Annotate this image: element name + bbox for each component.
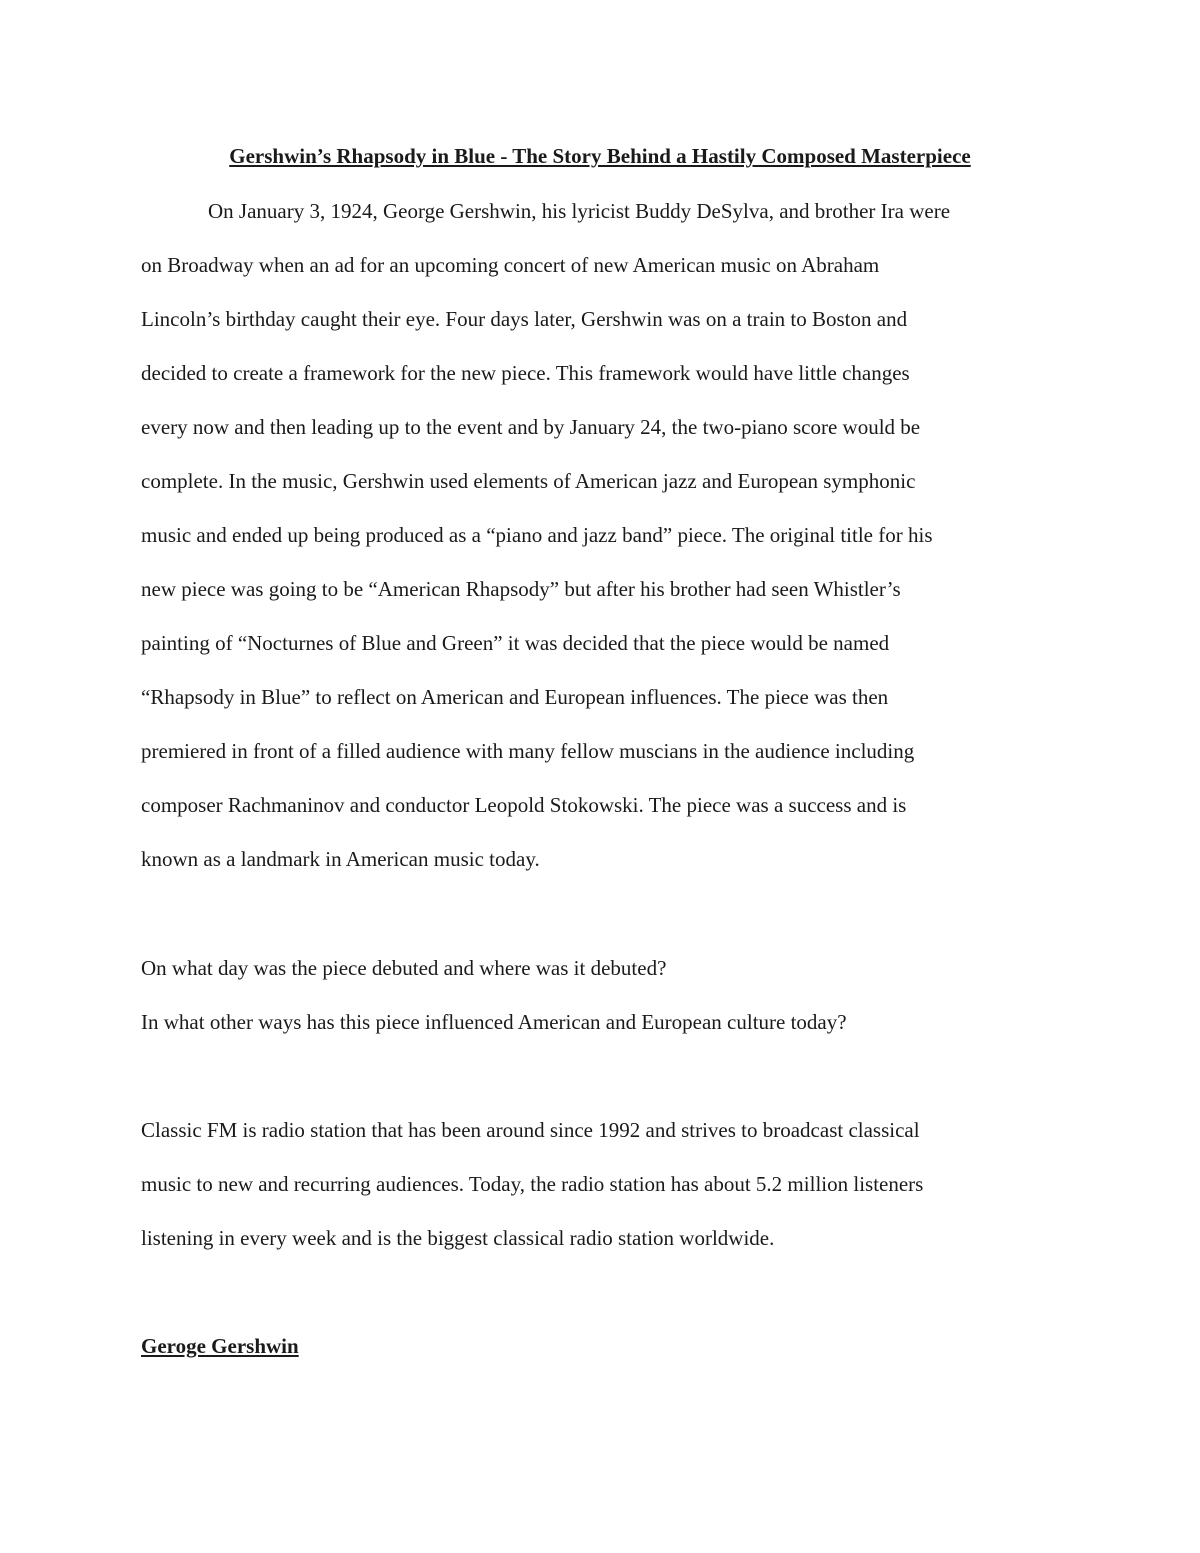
paragraph-gershwin-story xyxy=(141,196,1061,898)
document-title: Gershwin’s Rhapsody in Blue - The Story Behind a Hastily Composed Masterpiece xyxy=(229,144,971,168)
paragraph-line: complete. In the music, Gershwin used elements of American jazz and European symphonic xyxy=(141,469,916,493)
paragraph-line: Lincoln’s birthday caught their eye. Four days later, Gershwin was on a train to Boston and xyxy=(141,307,908,331)
paragraph-line: on Broadway when an ad for an upcoming concert of new American music on Abraham xyxy=(141,253,880,277)
paragraph-line: composer Rachmaninov and conductor Leopold Stokowski. The piece was a success and is xyxy=(141,793,907,817)
question-line: On what day was the piece debuted and where was it debuted? xyxy=(141,956,667,980)
paragraph-line: listening in every week and is the biggest classical radio station worldwide. xyxy=(141,1226,775,1250)
section-heading: Geroge Gershwin xyxy=(141,1334,299,1358)
paragraph-classic-fm xyxy=(141,1115,1061,1277)
paragraph-line: every now and then leading up to the event and by January 24, the two-piano score would be xyxy=(141,415,921,439)
questions-block xyxy=(141,953,1061,1061)
paragraph-line: “Rhapsody in Blue” to reflect on American and European influences. The piece was then xyxy=(141,685,889,709)
paragraph-line: On January 3, 1924, George Gershwin, his lyricist Buddy DeSylva, and brother Ira were xyxy=(208,199,951,223)
paragraph-line: painting of “Nocturnes of Blue and Green” it was decided that the piece would be named xyxy=(141,631,890,655)
paragraph-line: premiered in front of a filled audience with many fellow muscians in the audience including xyxy=(141,739,915,763)
paragraph-line: new piece was going to be “American Rhapsody” but after his brother had seen Whistler’s xyxy=(141,577,901,601)
paragraph-line: decided to create a framework for the new piece. This framework would have little changes xyxy=(141,361,910,385)
question-line: In what other ways has this piece influenced American and European culture today? xyxy=(141,1010,847,1034)
paragraph-line: music to new and recurring audiences. Today, the radio station has about 5.2 million listeners xyxy=(141,1172,924,1196)
paragraph-line: Classic FM is radio station that has been around since 1992 and strives to broadcast classical xyxy=(141,1118,920,1142)
paragraph-line: music and ended up being produced as a “piano and jazz band” piece. The original title for his xyxy=(141,523,933,547)
paragraph-line: known as a landmark in American music today. xyxy=(141,847,540,871)
